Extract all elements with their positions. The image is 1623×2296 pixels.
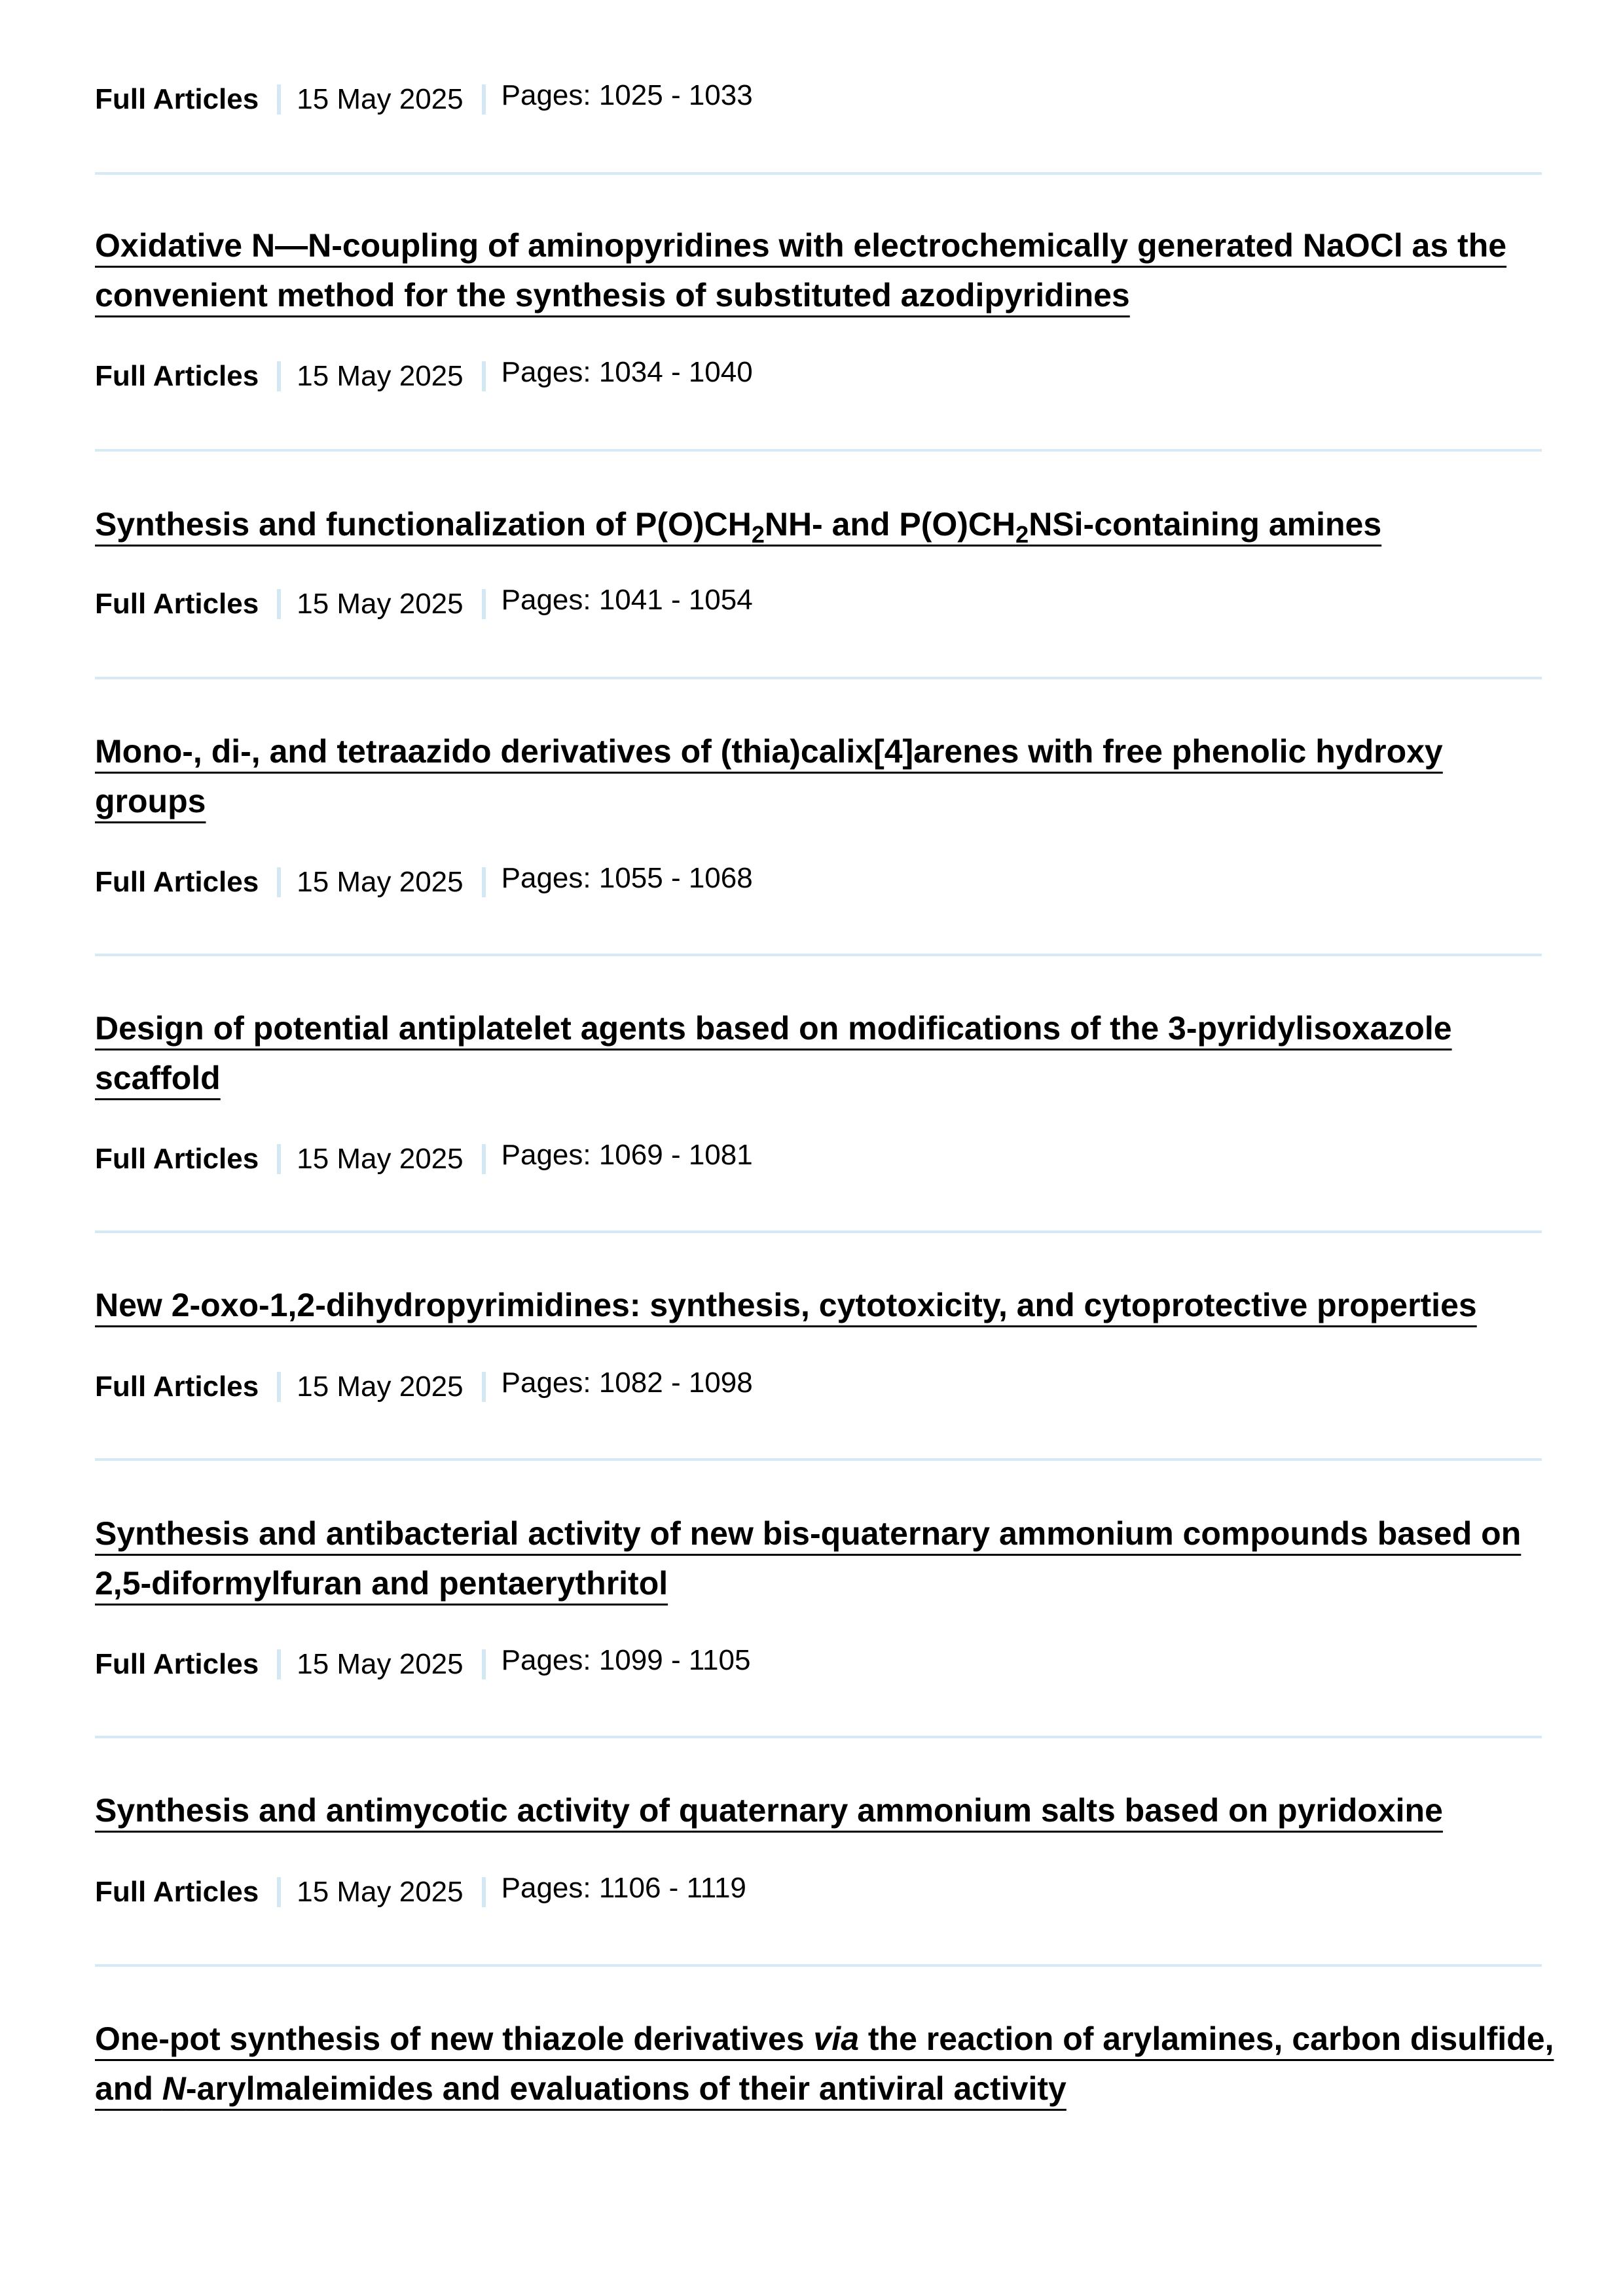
article-type: Full Articles [95,1876,259,1908]
article-pages: Pages: 1055 - 1068 [501,862,753,894]
meta-separator [277,589,281,619]
article-date: 15 May 2025 [297,866,464,898]
article-pages: Pages: 1082 - 1098 [501,1367,753,1399]
title-text: NH- and P(O)CH [764,506,1016,543]
article-title [95,726,1555,826]
article-title [95,1003,1555,1103]
article-meta [95,1645,750,1684]
article-title-link[interactable]: Mono-, di-, and tetraazido derivatives of (thia)calix[4]arenes with free phenolic hydroxy groups [95,733,1443,819]
article-title [95,1509,1555,1608]
divider [95,1458,1542,1461]
title-text: One-pot synthesis of new thiazole derivatives [95,2020,814,2057]
article-title-link[interactable]: Oxidative N—N-coupling of aminopyridines with electrochemically generated NaOCl as the convenient method for the synthesis of substituted azodipyridines [95,227,1507,314]
article-meta [95,584,753,624]
article-title [95,2014,1555,2113]
article-pages: Pages: 1099 - 1105 [501,1644,751,1676]
article-pages: Pages: 1041 - 1054 [501,584,753,616]
meta-separator [482,1372,486,1402]
divider [95,449,1542,452]
article-date: 15 May 2025 [297,360,464,392]
article-title-link[interactable]: Synthesis and antibacterial activity of new bis-quaternary ammonium compounds based on 2,5-diformylfuran and pentaerythritol [95,1515,1522,1602]
meta-separator [482,84,486,115]
meta-separator [277,1372,281,1402]
title-italic: via [813,2020,860,2057]
article-meta [95,357,753,396]
article-pages: Pages: 1106 - 1119 [501,1872,746,1904]
title-subscript: 2 [751,521,765,548]
article-title-link[interactable] [95,2020,1554,2107]
title-text: -arylmaleimides and evaluations of their antiviral activity [185,2070,1067,2107]
title-text: NSi-containing amines [1029,506,1382,543]
article-date: 15 May 2025 [297,1876,464,1908]
article-date: 15 May 2025 [297,1143,464,1175]
article-meta [95,1367,753,1407]
title-subscript: 2 [1015,521,1029,548]
title-italic: N [162,2070,186,2107]
article-type: Full Articles [95,866,259,898]
divider [95,1736,1542,1738]
article-title [95,1785,1555,1835]
article-meta [95,1139,753,1179]
article-type: Full Articles [95,1371,259,1403]
meta-separator [277,1649,281,1679]
article-pages: Pages: 1025 - 1033 [501,79,753,111]
meta-separator [277,1877,281,1907]
meta-separator [482,1877,486,1907]
article-pages: Pages: 1034 - 1040 [501,356,753,388]
meta-separator [277,84,281,115]
article-date: 15 May 2025 [297,1648,464,1680]
meta-separator [277,867,281,897]
article-title [95,1280,1555,1330]
divider [95,954,1542,956]
article-date: 15 May 2025 [297,588,464,620]
article-type: Full Articles [95,1143,259,1175]
meta-separator [277,1144,281,1174]
article-title-link[interactable]: New 2-oxo-1,2-dihydropyrimidines: synthesis, cytotoxicity, and cytoprotective properties [95,1287,1477,1323]
divider [95,1964,1542,1967]
meta-separator [277,361,281,391]
article-type: Full Articles [95,360,259,392]
article-date: 15 May 2025 [297,1371,464,1403]
article-type: Full Articles [95,588,259,620]
divider [95,1230,1542,1233]
title-text: Synthesis and functionalization of P(O)CH [95,506,752,543]
meta-separator [482,867,486,897]
article-title [95,499,1555,549]
article-date: 15 May 2025 [297,83,464,115]
meta-separator [482,1649,486,1679]
article-title-link[interactable] [95,506,1382,548]
article-meta [95,863,753,902]
article-type: Full Articles [95,1648,259,1680]
meta-separator [482,361,486,391]
divider [95,172,1542,175]
meta-separator [482,1144,486,1174]
article-meta [95,80,753,119]
article-meta [95,1873,746,1912]
article-title-link[interactable]: Design of potential antiplatelet agents based on modifications of the 3-pyridylisoxazole scaffold [95,1010,1452,1096]
meta-separator [482,589,486,619]
divider [95,677,1542,679]
title-text: the reaction of arylamines, carbon disulfide, and [95,2020,1554,2107]
article-pages: Pages: 1069 - 1081 [501,1139,753,1171]
article-title-link[interactable]: Synthesis and antimycotic activity of quaternary ammonium salts based on pyridoxine [95,1792,1443,1829]
article-type: Full Articles [95,83,259,115]
article-title [95,221,1555,320]
